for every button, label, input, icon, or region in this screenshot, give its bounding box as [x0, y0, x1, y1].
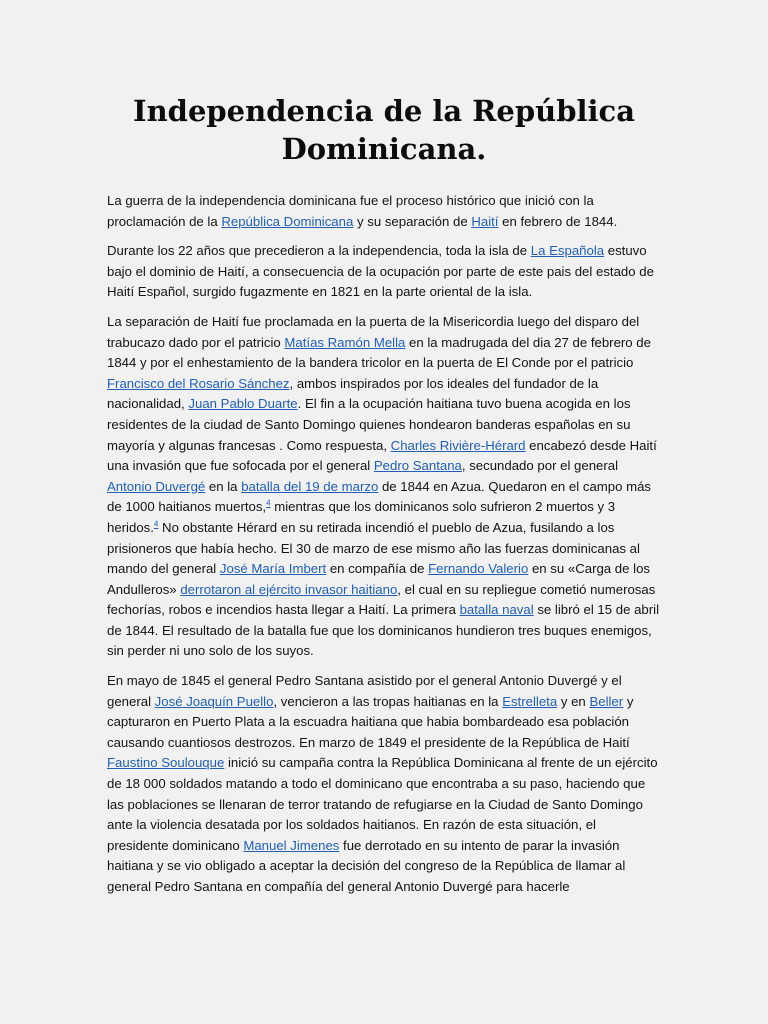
text-run: , ambos inspirados por los ideales del fundador de la nacionalidad,	[107, 375, 599, 412]
link-faustino-soulouque[interactable]: Faustino Soulouque	[107, 755, 225, 771]
text-run: En mayo de 1845 el general Pedro Santana asistido por el general Antonio Duvergé y el general	[107, 673, 622, 709]
link-jose-maria-imbert[interactable]: José María Imbert	[219, 561, 327, 577]
text-run: y en	[557, 693, 590, 709]
page-title: Independencia de la República Dominicana.	[133, 94, 635, 166]
text-run: inició su campaña contra la República Dominicana al frente de un ejército de 18 000 soldados matando a todo el dominicano que encontraba a su paso, haciendo que las poblaciones se llenaran de terror tratando de refugiarse en la Ciudad de Santo Domingo ante la violencia desatada por los soldados haitianos. En razón de esta situación, el presidente dominicano	[107, 755, 658, 853]
text-run: se libró el 15 de abril de 1844. El resultado de la batalla fue que los dominicanos hundieron tres buques enemigos, sin perder ni uno solo de los suyos.	[107, 602, 660, 659]
text-run: en su «Carga de los Andulleros»	[107, 561, 650, 597]
text-run: en la madrugada del dia 27 de febrero de 1844 y por el enhestamiento de la bandera tricolor en la puerta de El Conde por el patricio	[107, 334, 651, 371]
text-run: La guerra de la independencia dominicana fue el proceso histórico que inició con la proclamación de la	[107, 193, 594, 229]
link-matias-ramon-mella[interactable]: Matías Ramón Mella	[284, 334, 406, 350]
footnote-reference[interactable]: 4	[153, 519, 159, 529]
link-pedro-santana[interactable]: Pedro Santana	[373, 458, 462, 474]
link-fernando-valerio[interactable]: Fernando Valerio	[428, 561, 529, 577]
text-run: , el cual en su repliegue cometió numerosas fechorías, robos e incendios hasta llegar a Haití. La primera	[107, 581, 656, 618]
text-run: estuvo bajo el dominio de Haití, a consecuencia de la ocupación por parte de este pais del estado de Haití Español, surgido fugazmente en 1821 en la parte oriental de la isla.	[107, 243, 654, 300]
link-jose-joaquin-puello[interactable]: José Joaquín Puello	[154, 693, 274, 709]
text-run: mientras que los dominicanos solo sufrieron 2 muertos y 3 heridos.	[107, 499, 616, 535]
text-run: en la	[205, 478, 242, 494]
text-run: en febrero de 1844.	[498, 213, 618, 229]
footnote-reference[interactable]: 4	[266, 498, 271, 508]
link-francisco-del-rosario-sanchez[interactable]: Francisco del Rosario Sánchez	[107, 375, 290, 391]
text-run: , vencieron a las tropas haitianas en la	[273, 693, 503, 709]
paragraph-4	[107, 671, 661, 898]
link-manuel-jimenes[interactable]: Manuel Jimenes	[243, 837, 340, 853]
link-juan-pablo-duarte[interactable]: Juan Pablo Duarte	[188, 396, 298, 412]
text-run: , secundado por el general	[461, 458, 619, 474]
paragraph-1	[107, 191, 661, 232]
text-run: de 1844 en Azua. Quedaron en el campo más de 1000 haitianos muertos,	[107, 478, 652, 515]
link-haiti[interactable]: Haití	[471, 213, 499, 229]
text-run: . El fin a la ocupación haitiana tuvo buena acogida en los residentes de la ciudad de Santo Domingo quienes hondearon banderas españolas en su mayoría y algunas francesas . Como respuesta,	[107, 396, 631, 453]
paragraph-2	[107, 241, 661, 303]
paragraph-3	[107, 312, 661, 662]
link-batalla-19-de-marzo[interactable]: batalla del 19 de marzo	[241, 478, 379, 494]
link-la-espanola[interactable]: La Española	[530, 243, 605, 259]
link-charles-riviere-herard[interactable]: Charles Rivière-Hérard	[390, 437, 526, 453]
text-run: y capturaron en Puerto Plata a la escuadra haitiana que habia bombardeado esa población causando cuantiosos destrozos. En marzo de 1849 el presidente de la República de Haití	[107, 693, 634, 750]
link-derrotaron-ejercito-invasor[interactable]: derrotaron al ejército invasor haitiano	[180, 581, 398, 597]
text-run: en compañía de	[326, 561, 429, 577]
link-estrelleta[interactable]: Estrelleta	[502, 693, 558, 709]
text-run: encabezó desde Haití una invasión que fue sofocada por el general	[107, 437, 657, 474]
link-republica-dominicana[interactable]: República Dominicana	[221, 213, 354, 229]
text-run: fue derrotado en su intento de parar la invasión haitiana y se vio obligado a aceptar la decisión del congreso de la República de llamar al general Pedro Santana en compañía del general Antonio Duvergé para hacerle	[107, 837, 626, 894]
link-beller[interactable]: Beller	[589, 693, 624, 709]
text-run: No obstante Hérard en su retirada incendió el pueblo de Azua, fusilando a los prisioneros que había hecho. El 30 de marzo de ese mismo año las fuerzas dominicanas al mando del general	[107, 519, 640, 577]
link-batalla-naval[interactable]: batalla naval	[459, 602, 534, 618]
text-run: Durante los 22 años que precedieron a la independencia, toda la isla de	[107, 243, 531, 259]
link-antonio-duverge[interactable]: Antonio Duvergé	[107, 478, 206, 494]
text-run: La separación de Haití fue proclamada en la puerta de la Misericordia luego del disparo del trabucazo dado por el patricio	[107, 313, 640, 350]
text-run: y su separación de	[353, 213, 472, 229]
